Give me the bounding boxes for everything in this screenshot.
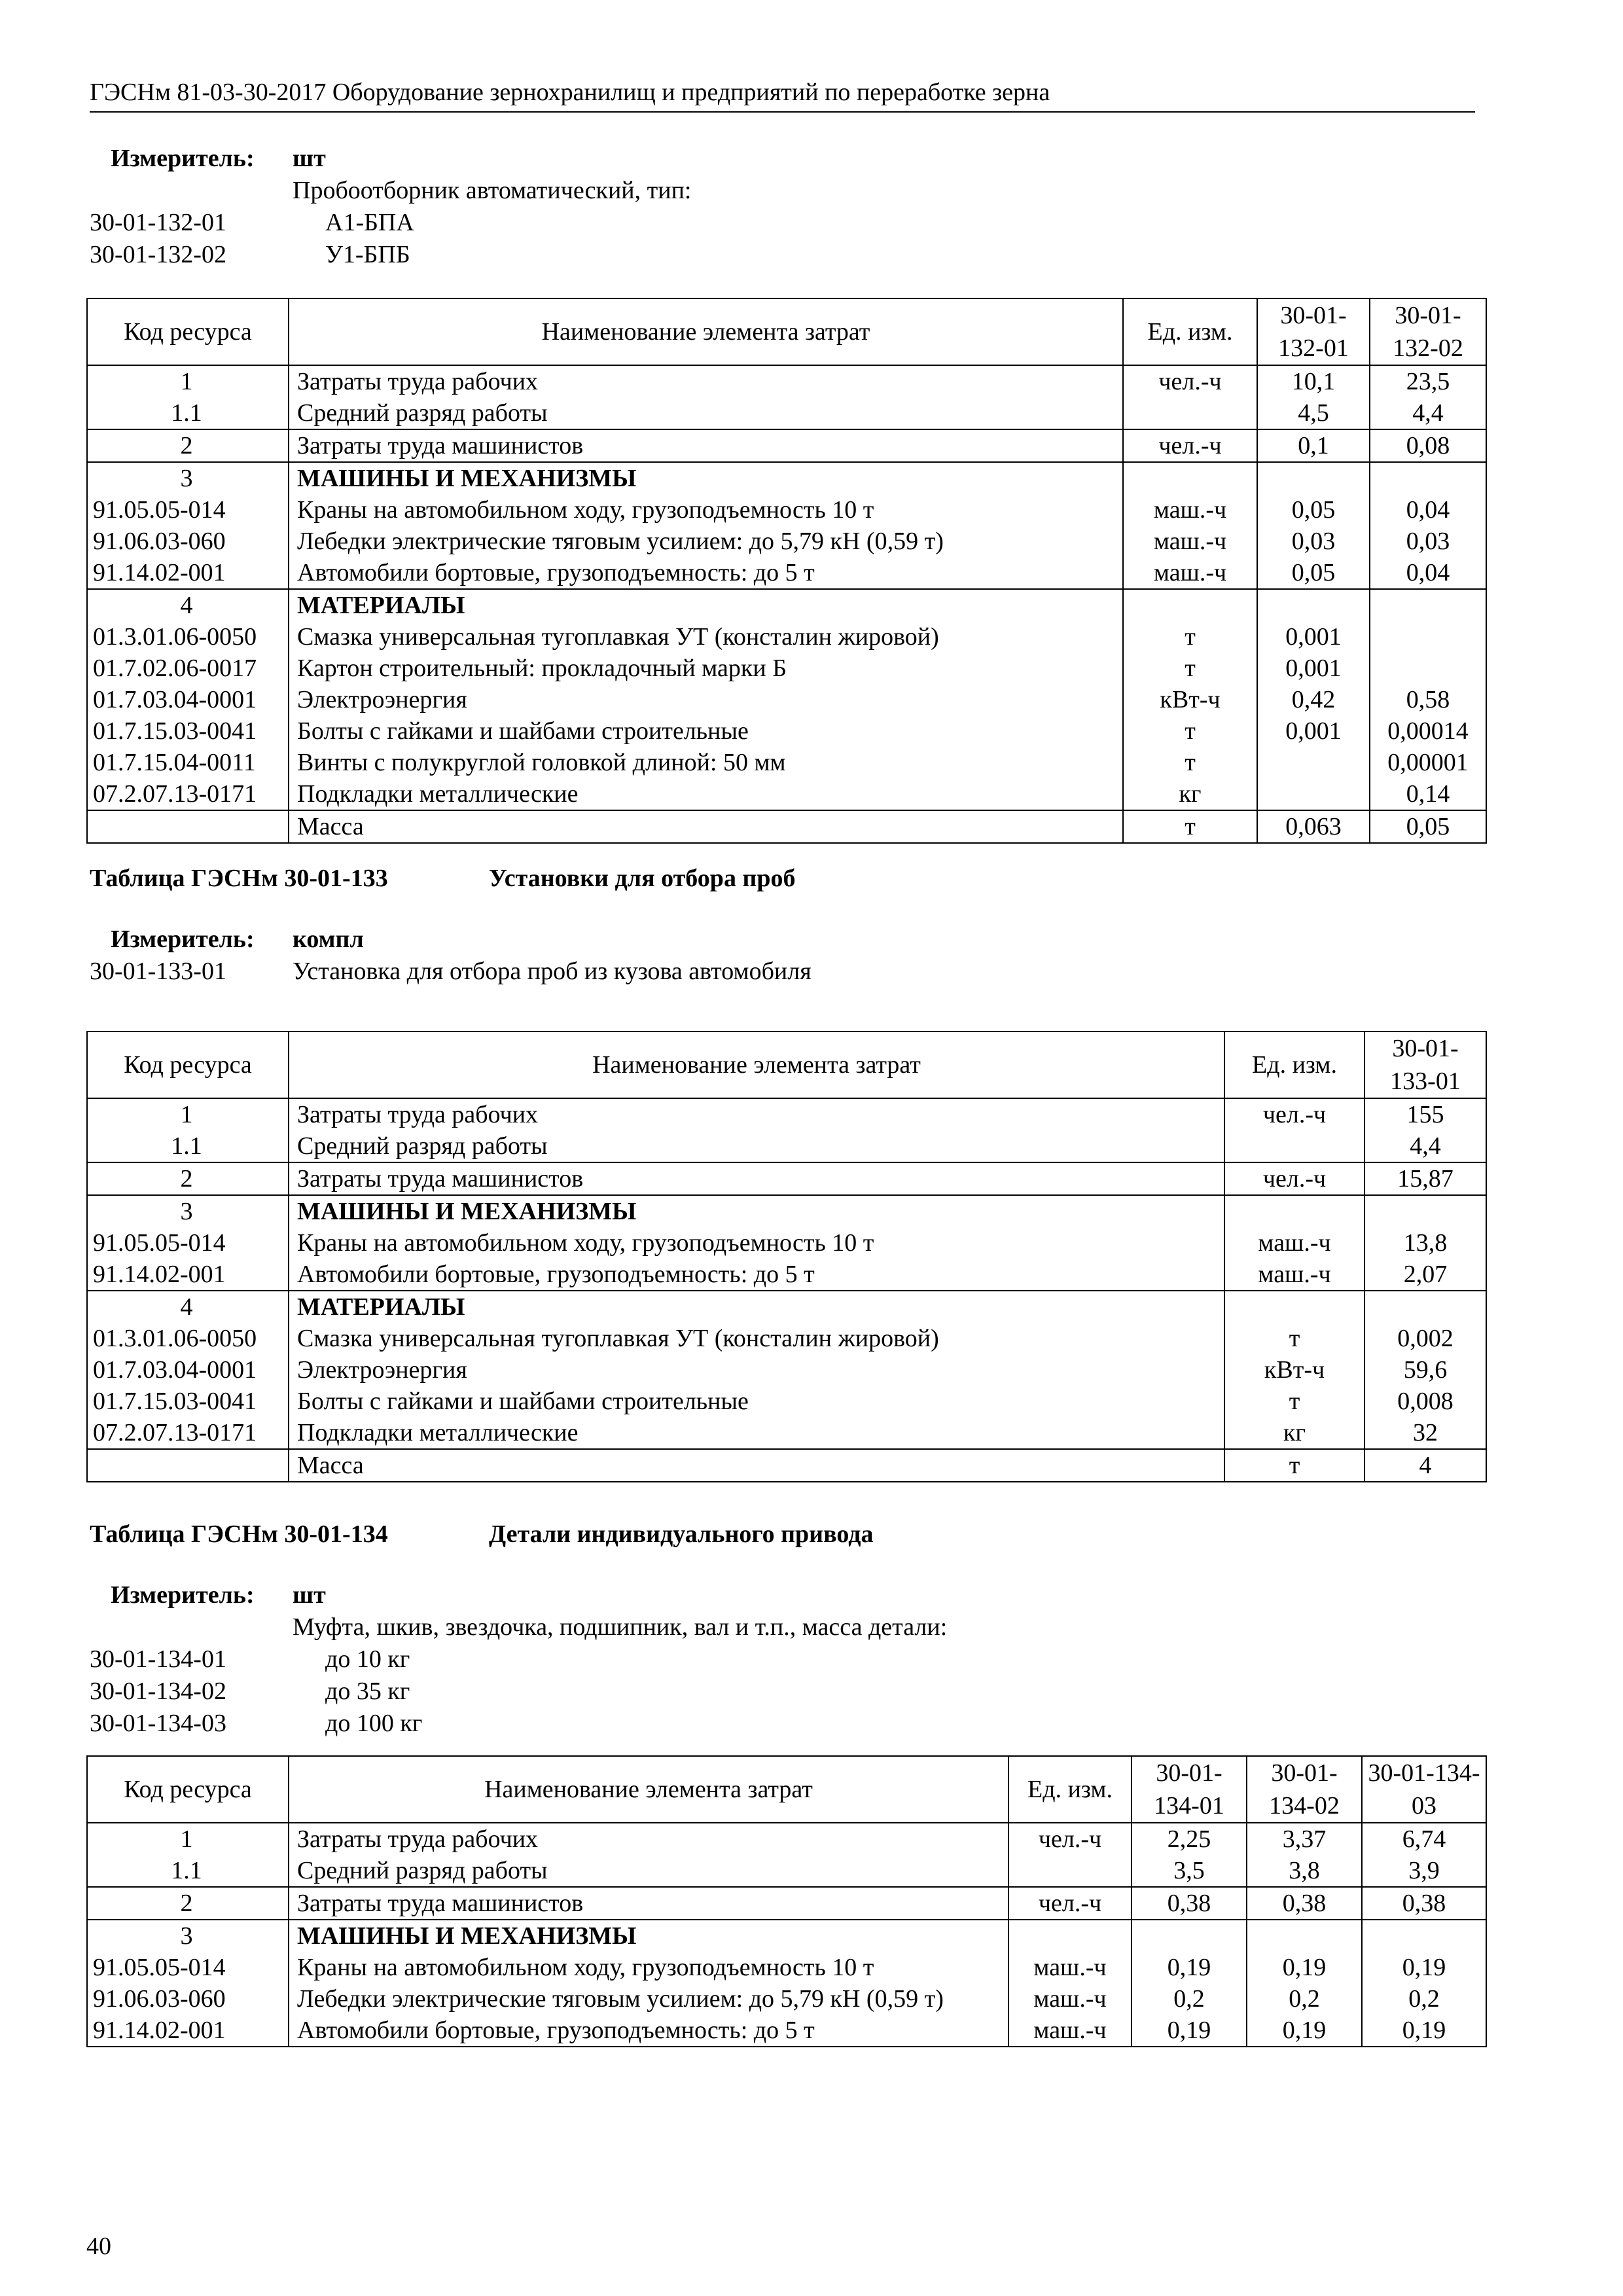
cost-element-name: МАТЕРИАЛЫ <box>289 589 1123 621</box>
norm-value: 0,19 <box>1362 2015 1486 2047</box>
resource-code: 01.7.03.04-0001 <box>87 684 289 715</box>
meter-value: шт <box>293 145 326 172</box>
unit-of-measure <box>1224 1291 1364 1323</box>
norm-value <box>1257 747 1370 778</box>
table-label: Таблица ГЭСНм 30-01-134 <box>90 1520 388 1548</box>
cost-element-name: Затраты труда рабочих <box>289 1098 1224 1130</box>
resource-code <box>87 810 289 843</box>
item-code: 30-01-132-01 <box>90 209 226 236</box>
norm-value: 0,58 <box>1370 684 1486 715</box>
norm-value: 0,001 <box>1257 621 1370 653</box>
unit-of-measure <box>1224 1195 1364 1227</box>
resource-code: 1.1 <box>87 1855 289 1887</box>
resource-code: 91.06.03-060 <box>87 1983 289 2015</box>
unit-of-measure: т <box>1123 653 1257 684</box>
unit-of-measure: т <box>1224 1386 1364 1417</box>
unit-of-measure: маш.-ч <box>1224 1227 1364 1259</box>
item-code: 30-01-132-02 <box>90 241 226 268</box>
norm-value: 0,04 <box>1370 557 1486 589</box>
table-row <box>87 1887 1486 1920</box>
meter-label: Измеритель: <box>111 145 255 172</box>
cost-element-name: Лебедки электрические тяговым усилием: до 5,79 кН (0,59 т) <box>289 526 1123 557</box>
cost-element-name: Автомобили бортовые, грузоподъемность: до 5 т <box>289 2015 1008 2047</box>
resource-code: 4 <box>87 589 289 621</box>
norm-value <box>1257 778 1370 810</box>
unit-of-measure: чел.-ч <box>1123 429 1257 462</box>
norm-value: 0,19 <box>1247 1952 1362 1983</box>
table-row <box>87 810 1486 843</box>
resource-code: 3 <box>87 1920 289 1952</box>
item-name: до 35 кг <box>325 1677 410 1705</box>
norm-value: 0,05 <box>1257 557 1370 589</box>
norm-value: 59,6 <box>1364 1354 1486 1386</box>
table-title: Детали индивидуального привода <box>489 1520 874 1548</box>
norm-value: 4,5 <box>1257 397 1370 429</box>
item-group-description: Пробоотборник автоматический, тип: <box>293 177 692 204</box>
unit-of-measure: маш.-ч <box>1008 2015 1132 2047</box>
meter-value: шт <box>293 1581 326 1609</box>
cost-element-name: Затраты труда машинистов <box>289 429 1123 462</box>
norm-value: 0,38 <box>1362 1887 1486 1920</box>
unit-of-measure: маш.-ч <box>1123 526 1257 557</box>
cost-element-name: Масса <box>289 1449 1224 1482</box>
resource-code: 2 <box>87 1162 289 1195</box>
norm-value <box>1257 589 1370 621</box>
norm-value: 0,19 <box>1132 2015 1247 2047</box>
table-row <box>87 1386 1486 1417</box>
cost-element-name: Краны на автомобильном ходу, грузоподъемность 10 т <box>289 1227 1224 1259</box>
unit-of-measure: т <box>1123 715 1257 747</box>
unit-of-measure <box>1224 1130 1364 1162</box>
col-header-unit: Ед. изм. <box>1123 298 1257 365</box>
unit-of-measure: кВт-ч <box>1224 1354 1364 1386</box>
resource-code: 1 <box>87 1823 289 1855</box>
resource-code: 4 <box>87 1291 289 1323</box>
norm-value <box>1132 1920 1247 1952</box>
col-header-norm: 30-01-132-01 <box>1257 298 1370 365</box>
cost-element-name: Автомобили бортовые, грузоподъемность: до 5 т <box>289 1259 1224 1291</box>
col-header-unit: Ед. изм. <box>1008 1756 1132 1823</box>
section-133 <box>90 863 1490 988</box>
table-row <box>87 653 1486 684</box>
resource-code: 91.05.05-014 <box>87 1227 289 1259</box>
resource-code: 01.7.15.03-0041 <box>87 1386 289 1417</box>
table-row <box>87 429 1486 462</box>
norm-value: 0,03 <box>1257 526 1370 557</box>
norm-value: 4,4 <box>1370 397 1486 429</box>
unit-of-measure: маш.-ч <box>1123 494 1257 526</box>
unit-of-measure: т <box>1224 1449 1364 1482</box>
resource-code: 91.14.02-001 <box>87 2015 289 2047</box>
table-row <box>87 1259 1486 1291</box>
meter-value: компл <box>293 925 364 953</box>
unit-of-measure: т <box>1123 810 1257 843</box>
unit-of-measure: маш.-ч <box>1224 1259 1364 1291</box>
unit-of-measure <box>1008 1855 1132 1887</box>
norm-value: 0,14 <box>1370 778 1486 810</box>
norm-value: 32 <box>1364 1417 1486 1449</box>
norm-value: 0,063 <box>1257 810 1370 843</box>
norm-value: 4 <box>1364 1449 1486 1482</box>
cost-element-name: Масса <box>289 810 1123 843</box>
meter-label: Измеритель: <box>111 925 255 953</box>
cost-element-name: Затраты труда машинистов <box>289 1887 1008 1920</box>
resource-code: 91.14.02-001 <box>87 1259 289 1291</box>
running-header: ГЭСНм 81-03-30-2017 Оборудование зернохранилищ и предприятий по переработке зерна <box>90 76 1475 113</box>
norm-value: 0,00014 <box>1370 715 1486 747</box>
resource-code: 3 <box>87 1195 289 1227</box>
unit-of-measure: т <box>1123 747 1257 778</box>
table-row <box>87 365 1486 397</box>
resource-code: 91.06.03-060 <box>87 526 289 557</box>
norm-value: 23,5 <box>1370 365 1486 397</box>
resource-code: 01.7.02.06-0017 <box>87 653 289 684</box>
norm-value: 0,19 <box>1362 1952 1486 1983</box>
table-row <box>87 621 1486 653</box>
norm-value: 0,002 <box>1364 1323 1486 1354</box>
item-name: У1-БПБ <box>325 241 410 268</box>
section-132 <box>90 143 1490 271</box>
col-header-code: Код ресурса <box>87 1031 289 1098</box>
item-name: до 100 кг <box>325 1710 423 1737</box>
norm-value <box>1257 462 1370 494</box>
cost-element-name: Краны на автомобильном ходу, грузоподъемность 10 т <box>289 494 1123 526</box>
table-row <box>87 1098 1486 1130</box>
table-row <box>87 1952 1486 1983</box>
resource-code: 1.1 <box>87 1130 289 1162</box>
cost-element-name: Автомобили бортовые, грузоподъемность: до 5 т <box>289 557 1123 589</box>
col-header-norm: 30-01-134-02 <box>1247 1756 1362 1823</box>
cost-element-name: Электроэнергия <box>289 684 1123 715</box>
norm-value <box>1370 589 1486 621</box>
norm-value: 0,00001 <box>1370 747 1486 778</box>
table-row <box>87 494 1486 526</box>
table-row <box>87 1323 1486 1354</box>
cost-element-name: Затраты труда машинистов <box>289 1162 1224 1195</box>
table-row <box>87 715 1486 747</box>
norm-value <box>1364 1291 1486 1323</box>
norm-value: 0,04 <box>1370 494 1486 526</box>
resource-code: 01.7.15.03-0041 <box>87 715 289 747</box>
cost-element-name: Краны на автомобильном ходу, грузоподъемность 10 т <box>289 1952 1008 1983</box>
norm-value: 0,2 <box>1132 1983 1247 2015</box>
norm-value: 0,03 <box>1370 526 1486 557</box>
unit-of-measure: кВт-ч <box>1123 684 1257 715</box>
norm-value <box>1370 621 1486 653</box>
unit-of-measure: кг <box>1123 778 1257 810</box>
unit-of-measure: чел.-ч <box>1008 1887 1132 1920</box>
resource-code: 91.05.05-014 <box>87 1952 289 1983</box>
cost-element-name: Лебедки электрические тяговым усилием: до 5,79 кН (0,59 т) <box>289 1983 1008 2015</box>
norms-table-132 <box>86 298 1487 844</box>
table-row <box>87 778 1486 810</box>
unit-of-measure: чел.-ч <box>1123 365 1257 397</box>
unit-of-measure: чел.-ч <box>1224 1098 1364 1130</box>
resource-code: 3 <box>87 462 289 494</box>
norm-value: 0,2 <box>1247 1983 1362 2015</box>
norm-value: 0,2 <box>1362 1983 1486 2015</box>
section-134 <box>90 1518 1490 1740</box>
norm-value: 0,42 <box>1257 684 1370 715</box>
cost-element-name: Затраты труда рабочих <box>289 1823 1008 1855</box>
norm-value: 10,1 <box>1257 365 1370 397</box>
col-header-name: Наименование элемента затрат <box>289 1031 1224 1098</box>
unit-of-measure: кг <box>1224 1417 1364 1449</box>
unit-of-measure <box>1123 589 1257 621</box>
resource-code: 01.3.01.06-0050 <box>87 621 289 653</box>
cost-element-name: Средний разряд работы <box>289 1855 1008 1887</box>
table-row <box>87 1855 1486 1887</box>
cost-element-name: Затраты труда рабочих <box>289 365 1123 397</box>
item-code: 30-01-133-01 <box>90 958 226 985</box>
meter-label: Измеритель: <box>111 1581 255 1609</box>
item-group-description: Муфта, шкив, звездочка, подшипник, вал и т.п., масса детали: <box>293 1613 948 1641</box>
resource-code: 1 <box>87 365 289 397</box>
resource-code: 01.7.15.04-0011 <box>87 747 289 778</box>
cost-element-name: МАТЕРИАЛЫ <box>289 1291 1224 1323</box>
item-name: до 10 кг <box>325 1645 410 1673</box>
table-row <box>87 1983 1486 2015</box>
col-header-code: Код ресурса <box>87 1756 289 1823</box>
norm-value <box>1362 1920 1486 1952</box>
item-name: Установка для отбора проб из кузова автомобиля <box>293 958 812 985</box>
table-row <box>87 1449 1486 1482</box>
unit-of-measure <box>1123 462 1257 494</box>
cost-element-name: Картон строительный: прокладочный марки Б <box>289 653 1123 684</box>
table-row <box>87 684 1486 715</box>
cost-element-name: Болты с гайками и шайбами строительные <box>289 1386 1224 1417</box>
norm-value: 0,05 <box>1370 810 1486 843</box>
norm-value <box>1370 653 1486 684</box>
col-header-name: Наименование элемента затрат <box>289 298 1123 365</box>
table-row <box>87 557 1486 589</box>
norm-value: 2,25 <box>1132 1823 1247 1855</box>
norm-value: 3,8 <box>1247 1855 1362 1887</box>
norms-table-133 <box>86 1031 1487 1482</box>
unit-of-measure: маш.-ч <box>1123 557 1257 589</box>
item-name: А1-БПА <box>325 209 414 236</box>
norm-value: 0,05 <box>1257 494 1370 526</box>
cost-element-name: Средний разряд работы <box>289 1130 1224 1162</box>
table-row <box>87 1227 1486 1259</box>
norm-value <box>1370 462 1486 494</box>
resource-code: 07.2.07.13-0171 <box>87 778 289 810</box>
resource-code: 1.1 <box>87 397 289 429</box>
norm-value: 4,4 <box>1364 1130 1486 1162</box>
norm-value: 3,5 <box>1132 1855 1247 1887</box>
col-header-norm: 30-01-133-01 <box>1364 1031 1486 1098</box>
item-code: 30-01-134-03 <box>90 1710 226 1737</box>
unit-of-measure: т <box>1224 1323 1364 1354</box>
cost-element-name: МАШИНЫ И МЕХАНИЗМЫ <box>289 462 1123 494</box>
norm-value: 0,001 <box>1257 653 1370 684</box>
table-row <box>87 747 1486 778</box>
unit-of-measure: чел.-ч <box>1008 1823 1132 1855</box>
table-row <box>87 1130 1486 1162</box>
col-header-norm: 30-01-132-02 <box>1370 298 1486 365</box>
norm-value <box>1364 1195 1486 1227</box>
table-row <box>87 1195 1486 1227</box>
col-header-unit: Ед. изм. <box>1224 1031 1364 1098</box>
page-number: 40 <box>86 2233 111 2260</box>
norm-value: 3,9 <box>1362 1855 1486 1887</box>
norm-value: 6,74 <box>1362 1823 1486 1855</box>
resource-code: 01.7.03.04-0001 <box>87 1354 289 1386</box>
item-code: 30-01-134-01 <box>90 1645 226 1673</box>
col-header-norm: 30-01-134-03 <box>1362 1756 1486 1823</box>
resource-code: 91.14.02-001 <box>87 557 289 589</box>
table-row <box>87 1354 1486 1386</box>
cost-element-name: Смазка универсальная тугоплавкая УТ (консталин жировой) <box>289 1323 1224 1354</box>
unit-of-measure: т <box>1123 621 1257 653</box>
cost-element-name: Электроэнергия <box>289 1354 1224 1386</box>
table-row <box>87 2015 1486 2047</box>
norm-value: 2,07 <box>1364 1259 1486 1291</box>
norm-value: 0,38 <box>1132 1887 1247 1920</box>
table-row <box>87 1417 1486 1449</box>
unit-of-measure: маш.-ч <box>1008 1983 1132 2015</box>
cost-element-name: Средний разряд работы <box>289 397 1123 429</box>
cost-element-name: Винты с полукруглой головкой длиной: 50 мм <box>289 747 1123 778</box>
cost-element-name: МАШИНЫ И МЕХАНИЗМЫ <box>289 1920 1008 1952</box>
table-row <box>87 589 1486 621</box>
table-row <box>87 462 1486 494</box>
norm-value: 15,87 <box>1364 1162 1486 1195</box>
cost-element-name: Подкладки металлические <box>289 778 1123 810</box>
table-row <box>87 1823 1486 1855</box>
col-header-norm: 30-01-134-01 <box>1132 1756 1247 1823</box>
norm-value: 3,37 <box>1247 1823 1362 1855</box>
unit-of-measure: маш.-ч <box>1008 1952 1132 1983</box>
norm-value: 155 <box>1364 1098 1486 1130</box>
item-code: 30-01-134-02 <box>90 1677 226 1705</box>
table-row <box>87 526 1486 557</box>
cost-element-name: Болты с гайками и шайбами строительные <box>289 715 1123 747</box>
resource-code: 01.3.01.06-0050 <box>87 1323 289 1354</box>
cost-element-name: Смазка универсальная тугоплавкая УТ (консталин жировой) <box>289 621 1123 653</box>
norm-value <box>1247 1920 1362 1952</box>
col-header-name: Наименование элемента затрат <box>289 1756 1008 1823</box>
norm-value: 0,19 <box>1132 1952 1247 1983</box>
unit-of-measure <box>1123 397 1257 429</box>
norms-table-134 <box>86 1755 1487 2047</box>
norm-value: 0,38 <box>1247 1887 1362 1920</box>
resource-code: 91.05.05-014 <box>87 494 289 526</box>
norm-value: 0,001 <box>1257 715 1370 747</box>
unit-of-measure <box>1008 1920 1132 1952</box>
table-row <box>87 1291 1486 1323</box>
col-header-code: Код ресурса <box>87 298 289 365</box>
table-title: Установки для отбора проб <box>489 865 796 892</box>
cost-element-name: Подкладки металлические <box>289 1417 1224 1449</box>
resource-code: 2 <box>87 429 289 462</box>
resource-code <box>87 1449 289 1482</box>
table-row <box>87 1162 1486 1195</box>
norm-value: 13,8 <box>1364 1227 1486 1259</box>
norm-value: 0,008 <box>1364 1386 1486 1417</box>
resource-code: 07.2.07.13-0171 <box>87 1417 289 1449</box>
norm-value: 0,08 <box>1370 429 1486 462</box>
resource-code: 2 <box>87 1887 289 1920</box>
table-row <box>87 1920 1486 1952</box>
cost-element-name: МАШИНЫ И МЕХАНИЗМЫ <box>289 1195 1224 1227</box>
resource-code: 1 <box>87 1098 289 1130</box>
norm-value: 0,19 <box>1247 2015 1362 2047</box>
unit-of-measure: чел.-ч <box>1224 1162 1364 1195</box>
table-row <box>87 397 1486 429</box>
norm-value: 0,1 <box>1257 429 1370 462</box>
table-label: Таблица ГЭСНм 30-01-133 <box>90 865 388 892</box>
